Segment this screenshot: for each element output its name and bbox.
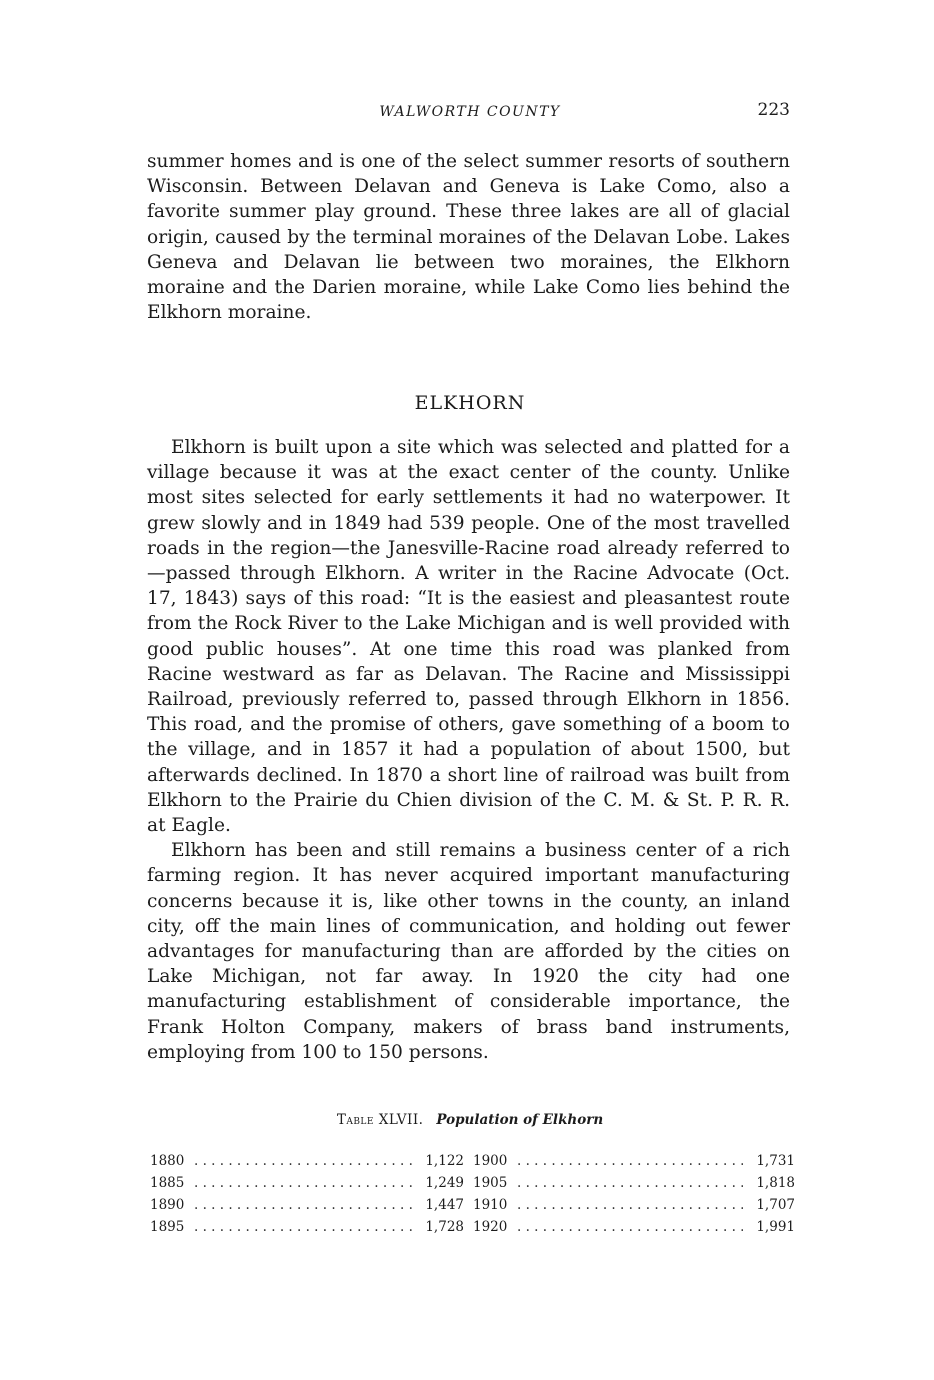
dot-leader xyxy=(194,1172,412,1194)
table-value: 1,249 xyxy=(425,1175,464,1191)
dot-leader xyxy=(194,1216,412,1238)
table-cell-left xyxy=(150,1172,472,1194)
dot-leader xyxy=(517,1194,743,1216)
page-header xyxy=(145,98,795,128)
table-cell-left xyxy=(150,1194,472,1216)
table-year: 1895 xyxy=(150,1219,185,1235)
running-head: WALWORTH COUNTY xyxy=(379,104,561,120)
table-row xyxy=(150,1194,795,1216)
table-value: 1,991 xyxy=(756,1219,795,1235)
dot-leader xyxy=(194,1194,412,1216)
table-cell-right xyxy=(473,1216,795,1238)
section-heading: ELKHORN xyxy=(414,392,526,414)
table-row xyxy=(150,1150,795,1172)
table-year: 1910 xyxy=(473,1197,508,1213)
table-cell-right xyxy=(473,1194,795,1216)
dot-leader xyxy=(517,1216,743,1238)
table-year: 1880 xyxy=(150,1153,185,1169)
table-year: 1890 xyxy=(150,1197,185,1213)
table-caption-title: Population of Elkhorn xyxy=(436,1112,604,1128)
table-value: 1,447 xyxy=(425,1197,464,1213)
table-value: 1,122 xyxy=(425,1153,464,1169)
table-year: 1905 xyxy=(473,1175,508,1191)
intro-paragraph-text: summer homes and is one of the select summer resorts of southern Wisconsin. Between Delavan and Geneva is Lake Como, also a favorite summer play ground. These three lakes are all of glacial origin, caused by the terminal moraines of the Delavan Lobe. Lakes Geneva and Delavan lie between two moraines, the Elkhorn moraine and the Darien moraine, while Lake Como lies behind the Elkhorn moraine. xyxy=(147,151,790,324)
table-value: 1,818 xyxy=(756,1175,795,1191)
table-year: 1900 xyxy=(473,1153,508,1169)
table-cell-right xyxy=(473,1172,795,1194)
dot-leader xyxy=(194,1150,412,1172)
section-body xyxy=(147,435,790,1065)
table-caption xyxy=(145,1112,795,1128)
dot-leader xyxy=(517,1172,743,1194)
table-cell-left xyxy=(150,1216,472,1238)
table-caption-label: Table XLVII. xyxy=(336,1112,424,1128)
page-number: 223 xyxy=(757,100,790,120)
table-row xyxy=(150,1216,795,1238)
body-paragraph: Elkhorn is built upon a site which was selected and platted for a village because it was at the exact center of the county. Unlike most sites selected for early settlements it had no waterpower. It grew slowly and in 1849 had 539 people. One of the most travelled roads in the region—the Janesville-Racine road already referred to—passed through Elkhorn. A writer in the Racine Advocate (Oct. 17, 1843) says of this road: “It is the easiest and pleasantest route from the Rock River to the Lake Michigan and is well provided with good public houses”. At one time this road was planked from Racine westward as far as Delavan. The Racine and Mississippi Railroad, previously referred to, passed through Elkhorn in 1856. This road, and the promise of others, gave something of a boom to the village, and in 1857 it had a population of about 1500, but afterwards declined. In 1870 a short line of railroad was built from Elkhorn to the Prairie du Chien division of the C. M. & St. P. R. R. at Eagle. xyxy=(147,437,790,837)
population-table xyxy=(150,1150,795,1238)
table-value: 1,731 xyxy=(756,1153,795,1169)
table-cell-right xyxy=(473,1150,795,1172)
intro-paragraph xyxy=(147,149,790,325)
body-paragraph: Elkhorn has been and still remains a business center of a rich farming region. It has never acquired important manufacturing concerns because it is, like other towns in the county, an inland city, off the main lines of communication, and holding out fewer advantages for manufacturing than are afforded by the cities on Lake Michigan, not far away. In 1920 the city had one manufacturing establishment of considerable importance, the Frank Holton Company, makers of brass band instruments, employing from 100 to 150 persons. xyxy=(147,840,790,1063)
table-cell-left xyxy=(150,1150,472,1172)
table-value: 1,707 xyxy=(756,1197,795,1213)
table-row xyxy=(150,1172,795,1194)
table-year: 1920 xyxy=(473,1219,508,1235)
table-year: 1885 xyxy=(150,1175,185,1191)
table-value: 1,728 xyxy=(425,1219,464,1235)
dot-leader xyxy=(517,1150,743,1172)
